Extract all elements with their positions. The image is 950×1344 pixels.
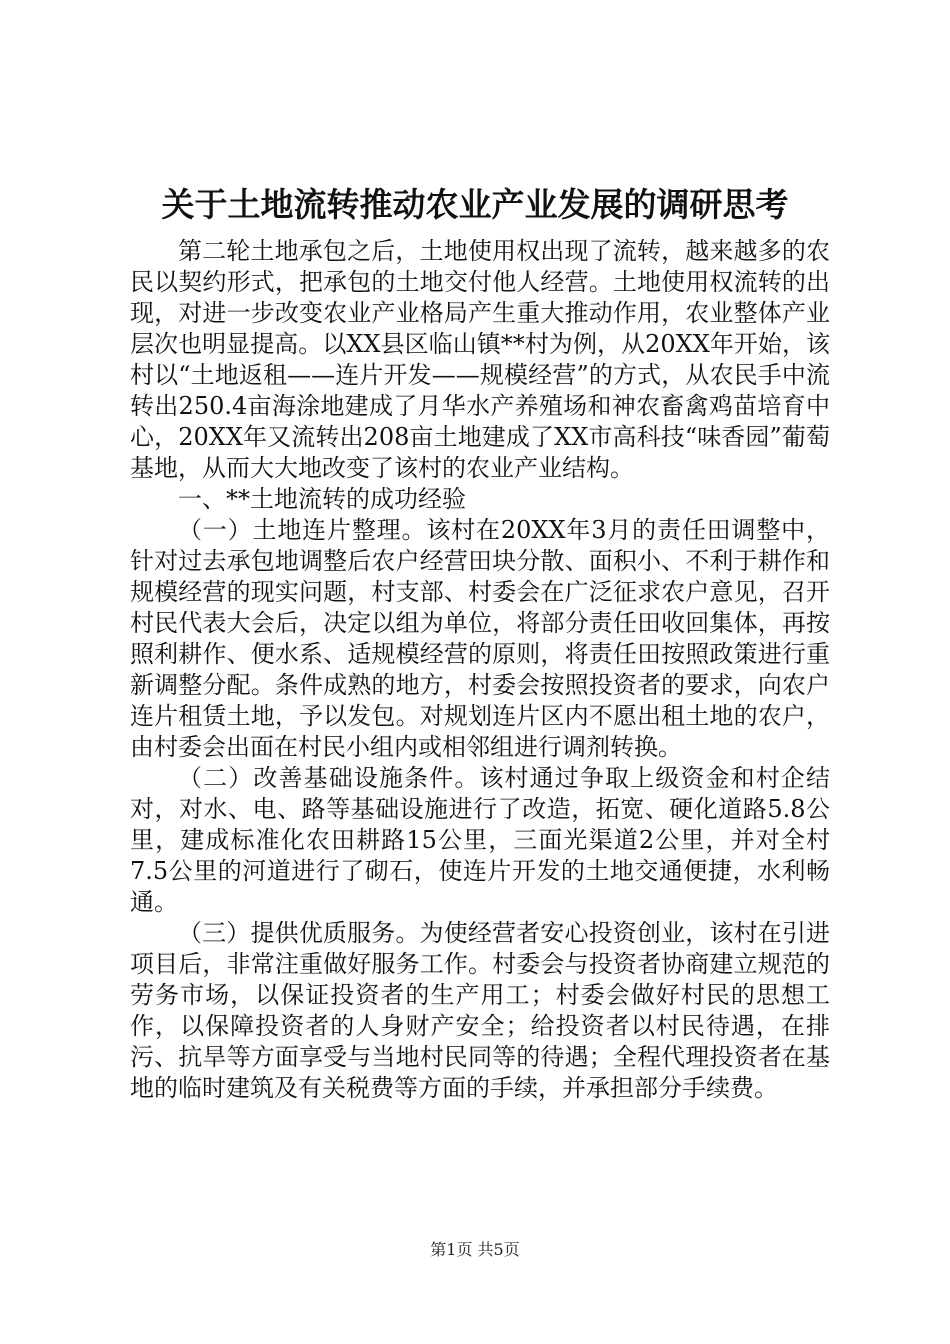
paragraph-intro: 第二轮土地承包之后，土地使用权出现了流转，越来越多的农民以契约形式，把承包的土地交付他人经营。土地使用权流转的出现，对进一步改变农业产业格局产生重大推动作用，农业整体产业层次也明显提高。以XX县区临山镇**村为例，从20XX年开始，该村以“土地返租——连片开发——规模经营”的方式，从农民手中流转出250.4亩海涂地建成了月华水产养殖场和神农畜禽鸡苗培育中心，20XX年又流转出208亩土地建成了XX市高科技“味香园”葡萄基地，从而大大地改变了该村的农业产业结构。 xyxy=(130,237,830,482)
section-heading: 一、**土地流转的成功经验 xyxy=(178,485,466,513)
paragraph-item-1: （一）土地连片整理。该村在20XX年3月的责任田调整中，针对过去承包地调整后农户经营田块分散、面积小、不利于耕作和规模经营的现实问题，村支部、村委会在广泛征求农户意见，召开村民代表大会后，决定以组为单位，将部分责任田收回集体，再按照利耕作、便水系、适规模经营的原则，将责任田按照政策进行重新调整分配。条件成熟的地方，村委会按照投资者的要求，向农户连片租赁土地，予以发包。对规划连片区内不愿出租土地的农户，由村委会出面在村民小组内或相邻组进行调剂转换。 xyxy=(130,516,830,761)
document-title: 关于土地流转推动农业产业发展的调研思考 xyxy=(161,185,789,224)
paragraph-item-2: （二）改善基础设施条件。该村通过争取上级资金和村企结对，对水、电、路等基础设施进行了改造，拓宽、硬化道路5.8公里，建成标准化农田耕路15公里，三面光渠道2公里，并对全村7.5公里的河道进行了砌石，使连片开发的土地交通便捷，水利畅通。 xyxy=(130,764,830,916)
paragraph-item-3: （三）提供优质服务。为使经营者安心投资创业，该村在引进项目后，非常注重做好服务工作。村委会与投资者协商建立规范的劳务市场，以保证投资者的生产用工；村委会做好村民的思想工作，以保障投资者的人身财产安全；给投资者以村民待遇，在排污、抗旱等方面享受与当地村民同等的待遇；全程代理投资者在基地的临时建筑及有关税费等方面的手续，并承担部分手续费。 xyxy=(130,919,830,1102)
page-number: 第1页 共5页 xyxy=(430,1240,520,1259)
document-body xyxy=(130,236,830,1104)
